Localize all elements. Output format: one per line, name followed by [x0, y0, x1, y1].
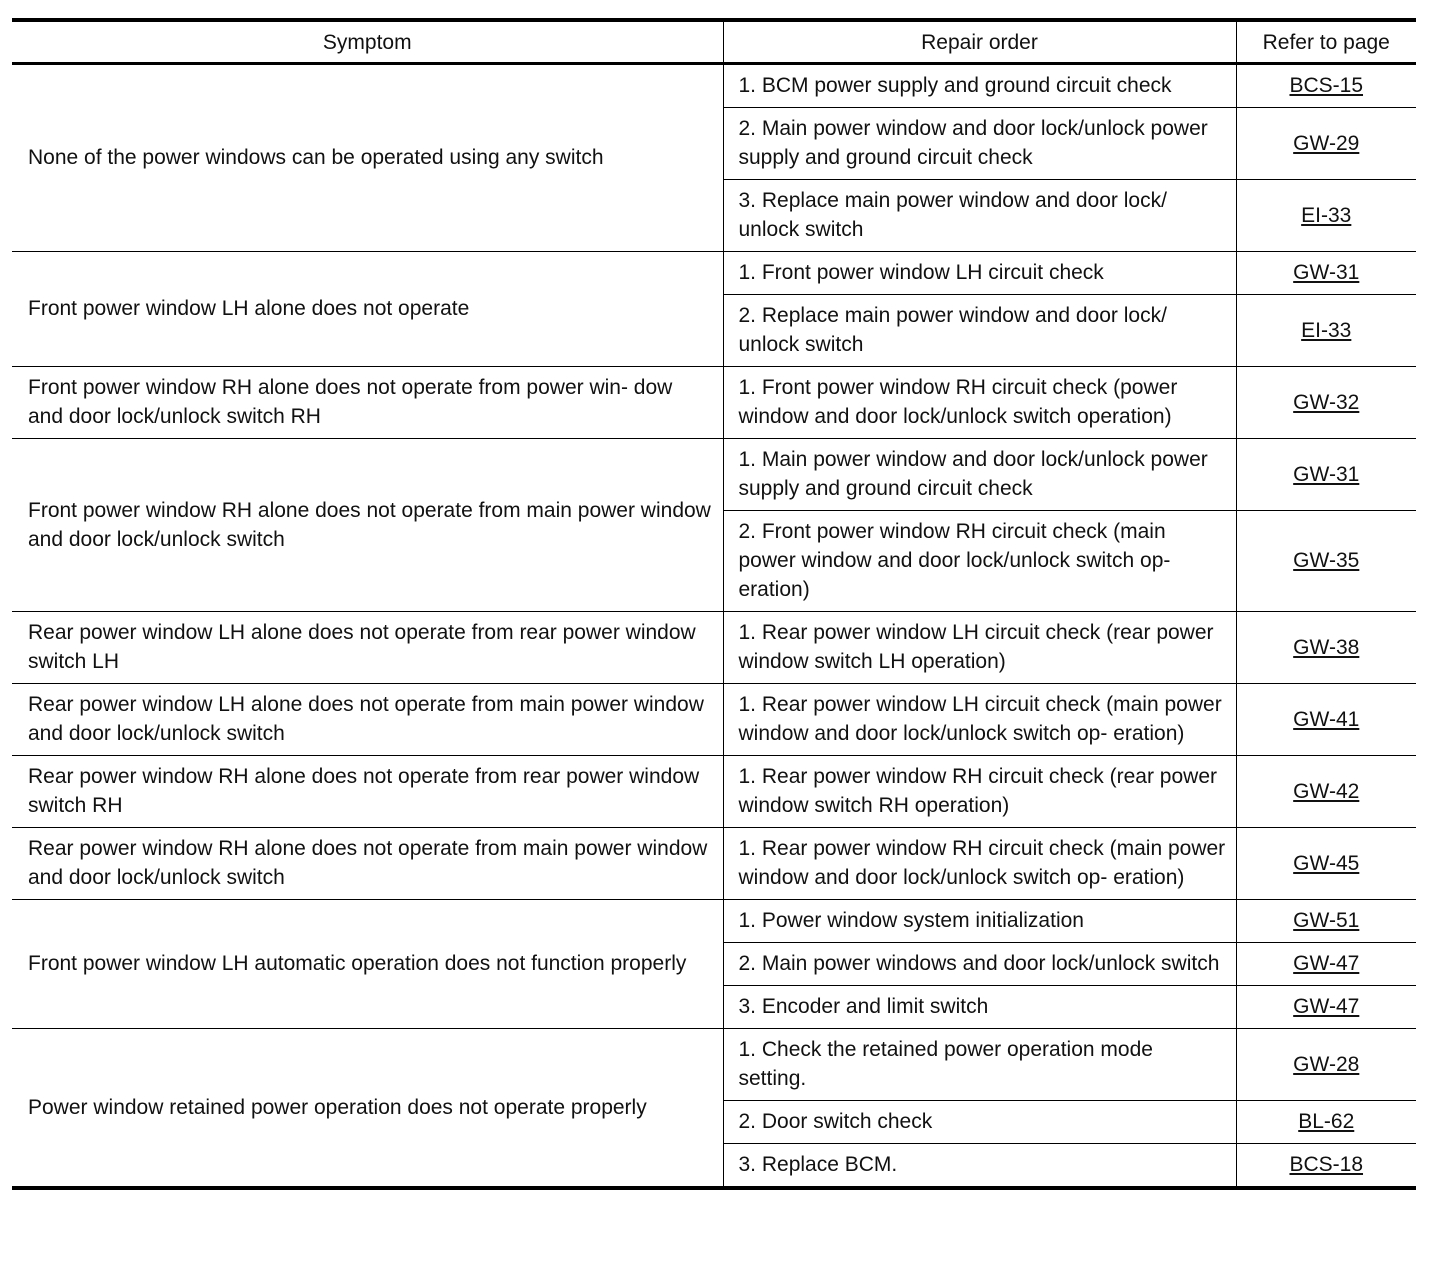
column-header-repair-order: Repair order [723, 20, 1236, 64]
repair-step-cell: 3. Encoder and limit switch [723, 986, 1236, 1029]
repair-step-cell: 2. Main power window and door lock/unlock power supply and ground circuit check [723, 108, 1236, 180]
symptom-cell: Front power window RH alone does not operate from power win- dow and door lock/unlock switch RH [12, 367, 723, 439]
page-reference-link[interactable]: GW-47 [1293, 995, 1360, 1018]
page-reference-cell [1236, 900, 1416, 943]
page-reference-cell [1236, 180, 1416, 252]
page-reference-link[interactable]: BL-62 [1298, 1110, 1355, 1133]
page-reference-link[interactable]: GW-51 [1293, 909, 1360, 932]
page-reference-link[interactable]: GW-42 [1293, 779, 1360, 803]
page-reference-link[interactable]: GW-35 [1293, 549, 1360, 572]
symptom-cell: Rear power window RH alone does not operate from rear power window switch RH [12, 756, 723, 828]
repair-step-cell: 1. Front power window RH circuit check (power window and door lock/unlock switch operation) [723, 367, 1236, 439]
page-reference-link[interactable]: GW-31 [1293, 261, 1360, 284]
page-reference-cell [1236, 828, 1416, 900]
page-reference-link[interactable]: GW-29 [1293, 131, 1360, 155]
page-reference-cell [1236, 756, 1416, 828]
repair-step-cell: 1. Main power window and door lock/unlock power supply and ground circuit check [723, 439, 1236, 511]
table-row [12, 1029, 1416, 1101]
page-reference-cell [1236, 252, 1416, 295]
repair-step-cell: 2. Front power window RH circuit check (main power window and door lock/unlock switch op- eration) [723, 511, 1236, 612]
repair-step-cell: 1. Rear power window LH circuit check (rear power window switch LH operation) [723, 612, 1236, 684]
page-reference-cell [1236, 64, 1416, 108]
repair-step-cell: 1. Front power window LH circuit check [723, 252, 1236, 295]
page-reference-cell [1236, 986, 1416, 1029]
repair-step-cell: 3. Replace BCM. [723, 1144, 1236, 1189]
table-row [12, 756, 1416, 828]
symptom-cell: Rear power window LH alone does not operate from rear power window switch LH [12, 612, 723, 684]
document-page [12, 18, 1416, 1190]
page-reference-link[interactable]: EI-33 [1301, 318, 1352, 342]
column-header-refer-to-page: Refer to page [1236, 20, 1416, 64]
page-reference-link[interactable]: BCS-18 [1289, 1153, 1364, 1176]
table-row [12, 900, 1416, 943]
page-reference-link[interactable]: GW-41 [1293, 707, 1360, 731]
page-reference-cell [1236, 295, 1416, 367]
page-reference-cell [1236, 612, 1416, 684]
table-row [12, 252, 1416, 295]
symptom-cell: Rear power window LH alone does not operate from main power window and door lock/unlock switch [12, 684, 723, 756]
page-reference-link[interactable]: BCS-15 [1289, 74, 1364, 97]
symptom-cell: Front power window RH alone does not operate from main power window and door lock/unlock switch [12, 439, 723, 612]
symptom-cell: Power window retained power operation does not operate properly [12, 1029, 723, 1189]
repair-step-cell: 1. Power window system initialization [723, 900, 1236, 943]
repair-step-cell: 2. Replace main power window and door lock/ unlock switch [723, 295, 1236, 367]
repair-step-cell: 1. Rear power window RH circuit check (rear power window switch RH operation) [723, 756, 1236, 828]
table-row [12, 367, 1416, 439]
table-row [12, 64, 1416, 108]
symptom-cell: Front power window LH automatic operation does not function properly [12, 900, 723, 1029]
page-reference-link[interactable]: GW-31 [1293, 462, 1360, 486]
table-body [12, 64, 1416, 1189]
page-reference-cell [1236, 367, 1416, 439]
repair-step-cell: 3. Replace main power window and door lock/ unlock switch [723, 180, 1236, 252]
page-reference-cell [1236, 943, 1416, 986]
page-reference-cell [1236, 1029, 1416, 1101]
table-row [12, 684, 1416, 756]
page-reference-link[interactable]: GW-28 [1293, 1052, 1360, 1076]
symptom-table [12, 18, 1416, 1190]
page-reference-link[interactable]: GW-32 [1293, 390, 1360, 414]
page-reference-link[interactable]: GW-45 [1293, 851, 1360, 875]
table-row [12, 612, 1416, 684]
repair-step-cell: 2. Door switch check [723, 1101, 1236, 1144]
repair-step-cell: 2. Main power windows and door lock/unlock switch [723, 943, 1236, 986]
table-row [12, 439, 1416, 511]
page-reference-cell [1236, 684, 1416, 756]
page-reference-link[interactable]: EI-33 [1301, 203, 1352, 227]
column-header-symptom: Symptom [12, 20, 723, 64]
repair-step-cell: 1. Check the retained power operation mode setting. [723, 1029, 1236, 1101]
symptom-cell: None of the power windows can be operated using any switch [12, 64, 723, 252]
table-header-row [12, 20, 1416, 64]
repair-step-cell: 1. BCM power supply and ground circuit check [723, 64, 1236, 108]
page-reference-cell [1236, 1144, 1416, 1189]
page-reference-link[interactable]: GW-47 [1293, 952, 1360, 975]
symptom-cell: Rear power window RH alone does not operate from main power window and door lock/unlock switch [12, 828, 723, 900]
repair-step-cell: 1. Rear power window RH circuit check (main power window and door lock/unlock switch op- eration) [723, 828, 1236, 900]
page-reference-link[interactable]: GW-38 [1293, 635, 1360, 659]
repair-step-cell: 1. Rear power window LH circuit check (main power window and door lock/unlock switch op- eration) [723, 684, 1236, 756]
table-row [12, 828, 1416, 900]
page-reference-cell [1236, 108, 1416, 180]
page-reference-cell [1236, 511, 1416, 612]
page-reference-cell [1236, 439, 1416, 511]
page-reference-cell [1236, 1101, 1416, 1144]
symptom-cell: Front power window LH alone does not operate [12, 252, 723, 367]
